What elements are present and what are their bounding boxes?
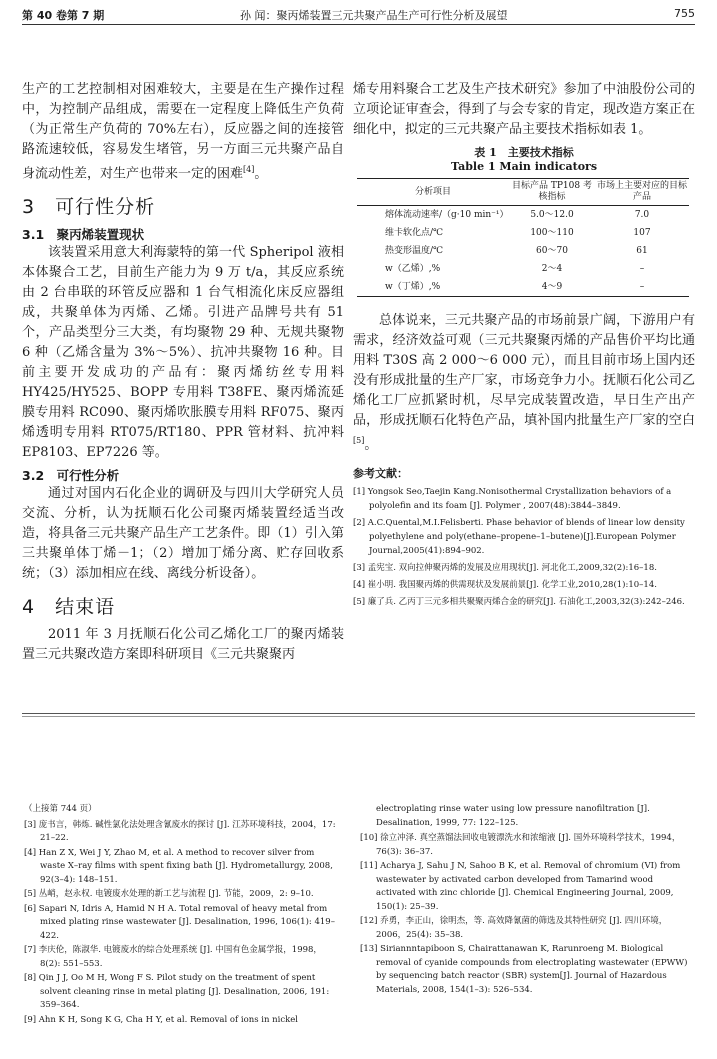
continued-references-left: [24, 803, 342, 1028]
reference-item: [12] 乔勇，李正山，徐明杰，等. 高效降氰菌的筛选及其特性研究 [J]. 四川环境，2006，25(4): 35–38.: [360, 916, 668, 940]
reference-item: [1] Yongsok Seo,Taejin Kang.Nonisothermal Crystallization behaviors of a polyolefin and its foam [J]. Polymer , 2007(48):3844–3849.: [353, 487, 672, 512]
continued-references-right: [360, 803, 690, 998]
section-4-heading: 4 结束语: [22, 596, 116, 619]
journal-issue: 第 40 卷第 7 期: [22, 9, 105, 22]
table-row: [357, 278, 689, 297]
right-top-text: 烯专用料聚合工艺及生产技术研究》参加了中油股份公司的立项论证审查会，得到了与会专家的肯定，现改造方案正在细化中，拟定的三元共聚产品主要技术指标如表 1。: [353, 82, 695, 137]
section-divider: [22, 713, 695, 714]
reference-continuation: electroplating rinse water using low pressure nanofiltration [J]. Desalination, 1999, 77: 122–125.: [376, 804, 650, 828]
table-row: [357, 242, 689, 260]
table-cell: 60～70: [536, 246, 568, 256]
table-cell: 107: [633, 228, 651, 238]
table-cell: 61: [636, 246, 648, 256]
continued-note: （上接第 744 页）: [24, 804, 97, 814]
reference-item: [4] 崔小明. 我国聚丙烯的供需现状及发展前景[J]. 化学工业,2010,28(1):10–14.: [353, 580, 657, 591]
reference-item: [7] 李庆伦，陈淑华. 电镀废水的综合处理系统 [J]. 中国有色金属学报，1998，8(2): 551–553.: [24, 945, 322, 969]
reference-item: [4] Han Z X, Wei J Y, Zhao M, et al. A method to recover silver from waste X–ray films with spent fixing bath [J]. Hydrometallurgy, 2008, 92(3–4): 148–151.: [24, 847, 333, 885]
table-cell: 2～4: [541, 264, 563, 274]
section-divider: [22, 716, 695, 717]
table-cell: 7.0: [634, 210, 650, 220]
intro-paragraph: 生产的工艺控制相对困难较大，主要是在生产操作过程中，为控制产品组成，需要在一定程度上降低生产负荷（为正常生产负荷的 70%左右），反应器之间的连接管路流速较低，容易发生堵管，另一方面三元共聚产品自身流动性差，对生产也带来一定的困难[4]。: [22, 82, 344, 182]
table-cell: 热变形温度/℃: [385, 246, 444, 256]
reference-item: [5] 廉了兵. 乙丙丁三元多相共聚聚丙烯合金的研究[J]. 石油化工,2003,32(3):242–246.: [353, 597, 685, 608]
page-number: 755: [674, 7, 695, 20]
reference-item: [9] Ahn K H, Song K G, Cha H Y, et al. Removal of ions in nickel: [24, 1014, 299, 1025]
table-row: [357, 224, 689, 242]
right-column: [353, 80, 695, 612]
reference-item: [13] Siriannntapiboon S, Chairattanawan K, Rarunroeng M. Biological removal of cyanide compounds from electroplating wastewater (EPWW) by sequencing batch reactor (SBR) system[J]. Journal of Hazardous Materials, 2008, 154(1–3): 526–534.: [360, 944, 688, 995]
table-caption-cn: 表 1 主要技术指标: [474, 146, 574, 159]
header-rule: [22, 24, 695, 25]
references-heading: 参考文献：: [353, 467, 408, 481]
table-cell: 100～110: [530, 228, 574, 238]
table-header-cell: 目标产品 TP108 考核指标: [509, 179, 595, 206]
reference-item: [2] A.C.Quental,M.I.Felisberti. Phase behavior of blends of linear low density polyethylene and poly(ethane–propene–1–butene)[J].European Polymer Journal,2005(41):894–902.: [353, 518, 685, 557]
table-header-cell: 分析项目: [357, 179, 509, 206]
table-header-row: [357, 179, 689, 206]
table-caption-en: Table 1 Main indicators: [450, 160, 598, 173]
table-cell: 熔体流动速率/（g·10 min⁻¹）: [385, 210, 509, 220]
table-cell: w（乙烯）,%: [385, 264, 441, 274]
reference-item: [10] 徐立冲泽. 真空蒸馏法回收电镀漂洗水和浓缩液 [J]. 国外环境科学技术，1994，76(3): 36–37.: [360, 833, 681, 857]
table-row: [357, 206, 689, 225]
running-header: [22, 7, 695, 23]
section-3-2-text: 通过对国内石化企业的调研及与四川大学研究人员交流、分析，认为抚顺石化公司聚丙烯装置经适当改造，将具备三元共聚产品生产工艺条件。即（1）引入第三共聚单体丁烯－1；（2）增加丁烯分离、贮存回收系统；（3）添加相应在线、离线分析设备）。: [22, 486, 344, 582]
reference-item: [8] Qin J J, Oo M H, Wong F S. Pilot study on the treatment of spent solvent cleaning rinse in metal plating [J]. Desalination, 2006, 191: 359–364.: [24, 973, 330, 1010]
reference-item: [6] Sapari N, Idris A, Hamid N H A. Total removal of heavy metal from mixed plating rinse wastewater [J]. Desalination, 1996, 106(1): 419–422.: [24, 903, 335, 941]
reference-item: [3] 庞书言，韩炼. 碱性氯化法处理含氰废水的探讨 [J]. 江苏环境科技，2004，17: 21–22.: [24, 819, 336, 843]
left-column: [22, 80, 344, 665]
reference-item: [3] 孟宪宝. 双向拉伸聚丙烯的发展及应用现状[J]. 河北化工,2009,32(2):16–18.: [353, 563, 657, 574]
table-cell: w（丁烯）,%: [357, 278, 509, 297]
table-cell: 4～9: [509, 278, 595, 297]
table-cell: –: [639, 264, 645, 274]
citation: [5]: [353, 436, 365, 445]
section-3-1-text: 该装置采用意大利海蒙特的第一代 Spheripol 液相本体聚合工艺，目前生产能力为 9 万 t/a，其反应系统由 2 台串联的环管反应器和 1 台气相流化床反应器组成，共聚单体为丙烯、乙烯。引进产品牌号共有 51 个，产品类型分三大类，有均聚物 29 种、无规共聚物 6 种（乙烯含量为 3%～5%）、抗冲共聚物 16 种。目前主要开发成功的产品有：聚丙烯纺丝专用料 HY425/HY525、BOPP 专用料 T38FE、聚丙烯流延膜专用料 RC090、聚丙烯吹胀膜专用料 RF075、聚丙烯透明专用料 RT075/RT180、PPR 管材料、抗冲料 EP8103、EP7226 等。: [22, 245, 344, 461]
indicators-table: [357, 178, 689, 297]
section-3-heading: 3 可行性分析: [22, 196, 156, 219]
summary-paragraph: 总体说来，三元共聚产品的市场前景广阔，下游用户有需求，经济效益可观（三元共聚聚丙烯的产品售价平均比通用料 T30S 高 2 000～6 000 元），而且目前市场上国内还没有形成批量的生产厂家，市场竞争力小。抚顺石化公司乙烯化工厂应抓紧时机，尽早完成装置改造，早日生产出产品，形成抚顺石化特色产品，填补国内批量生产厂家的空白[5]。: [353, 313, 695, 453]
running-title: 孙 闻：聚丙烯装置三元共聚产品生产可行性分析及展望: [240, 9, 508, 22]
table-caption: [353, 146, 695, 174]
reference-item: [5] 丛峭，赵永权. 电镀废水处理的新工艺与流程 [J]. 节能，2009，2: 9–10.: [24, 889, 314, 899]
section-4-text: 2011 年 3 月抚顺石化公司乙烯化工厂的聚丙烯装置三元共聚改造方案即科研项目《三元共聚聚丙: [22, 627, 344, 663]
table-cell: 5.0～12.0: [530, 210, 574, 220]
section-3-1-heading: 3.1 聚丙烯装置现状: [22, 227, 145, 243]
table-cell: –: [595, 278, 689, 297]
section-3-2-heading: 3.2 可行性分析: [22, 468, 120, 484]
reference-item: [11] Acharya J, Sahu J N, Sahoo B K, et al. Removal of chromium (VI) from wastewater by activated carbon developed from Tamarind wood activated with zinc chloride [J]. Chemical Engineering Journal, 2009, 150(1): 25–39.: [360, 861, 681, 912]
table-cell: 维卡软化点/℃: [385, 228, 444, 238]
table-header-cell: 市场上主要对应的目标产品: [595, 179, 689, 206]
table-row: [357, 260, 689, 278]
citation: [4]: [243, 165, 255, 174]
